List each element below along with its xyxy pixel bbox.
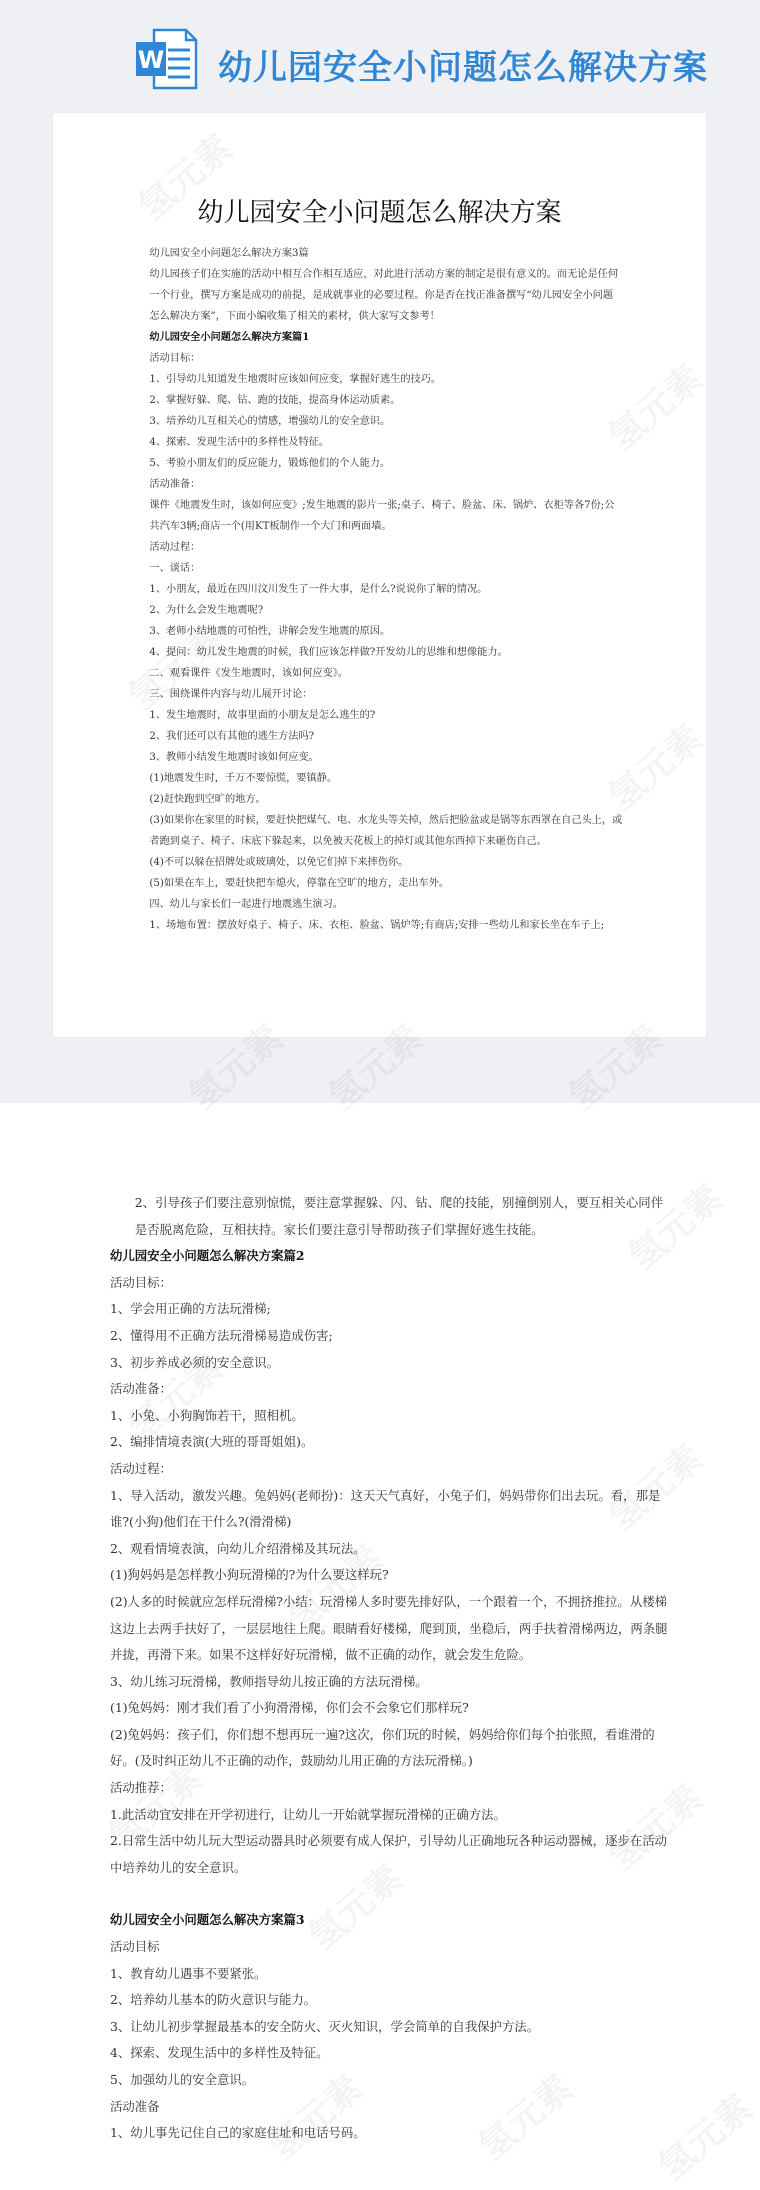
paragraph-line: 3、初步养成必须的安全意识。: [110, 1354, 279, 1370]
paragraph-line: (3)如果你在家里的时候，要赶快把煤气、电、水龙头等关掉，然后把脸盆或是锅等东西罩在自己头上，或者跑到桌子、椅子、床底下躲起来，以免被天花板上的掉灯或其他东西掉下来砸伤自己。: [149, 815, 623, 847]
paragraph-line: 1、发生地震时，故事里面的小朋友是怎么逃生的?: [149, 710, 376, 721]
paragraph-line: 活动过程：: [110, 1460, 172, 1476]
paragraph-line: (2)赶快跑到空旷的地方。: [149, 794, 266, 805]
paragraph-line: 5、考验小朋友们的反应能力，锻炼他们的个人能力。: [149, 458, 391, 469]
paragraph-line: 二、观看课件《发生地震时，该如何应变》。: [149, 668, 349, 679]
paragraph-line: 1、小兔、小狗胸饰若干，照相机。: [110, 1407, 304, 1423]
section-heading: 幼儿园安全小问题怎么解决方案篇1: [149, 331, 310, 343]
paragraph-line: 1、场地布置：摆放好桌子、椅子、床、衣柜、脸盆、锅炉等;有商店;安排一些幼儿和家长坐在车子上;: [149, 920, 605, 931]
section-heading: 幼儿园安全小问题怎么解决方案篇2: [110, 1248, 305, 1264]
section-heading: 幼儿园安全小问题怎么解决方案篇3: [110, 1912, 305, 1928]
paragraph-line: 活动过程：: [149, 542, 201, 553]
paragraph-line: 1.此活动宜安排在开学初进行，让幼儿一开始就掌握玩滑梯的正确方法。: [110, 1806, 506, 1822]
paragraph-line: (5)如果在车上，要赶快把车熄火，停靠在空旷的地方，走出车外。: [149, 878, 450, 889]
paragraph-line: (2)人多的时候就应怎样玩滑梯?小结：玩滑梯人多时要先排好队，一个跟着一个，不拥挤推拉。从楼梯这边上去两手扶好了，一层层地往上爬。眼睛看好楼梯，爬到顶，坐稳后，两手扶着滑梯两边，两条腿并拢，再滑下来。如果不这样好好玩滑梯，做不正确的动作，就会发生危险。: [110, 1593, 668, 1663]
paragraph-line: 1、教育幼儿遇事不要紧张。: [110, 1965, 267, 1981]
paragraph-line: (4)不可以躲在招牌处或玻璃处，以免它们掉下来摔伤你。: [149, 857, 409, 868]
paragraph-line: 活动目标：: [110, 1274, 172, 1290]
paragraph-line: 一、谈话：: [149, 563, 201, 574]
paragraph-line: 2、为什么会发生地震呢?: [149, 605, 264, 616]
paragraph-line: 2.日常生活中幼儿玩大型运动器具时必须要有成人保护，引导幼儿正确地玩各种运动器械，逐步在活动中培养幼儿的安全意识。: [110, 1833, 668, 1875]
paragraph-line: 1、幼儿事先记住自己的家庭住址和电话号码。: [110, 2125, 366, 2141]
banner-title: 幼儿园安全小问题怎么解决方案: [218, 48, 708, 88]
paragraph-line: 5、加强幼儿的安全意识。: [110, 2072, 255, 2087]
paragraph-line: (1)狗妈妈是怎样教小狗玩滑梯的?为什么要这样玩?: [110, 1567, 389, 1583]
paragraph-line: 2、懂得用不正确方法玩滑梯易造成伤害;: [110, 1327, 333, 1343]
paragraph-line: 3、老师小结地震的可怕性，讲解会发生地震的原因。: [149, 626, 391, 637]
paragraph-line: 1、小朋友，最近在四川汶川发生了一件大事，是什么?说说你了解的情况。: [149, 584, 488, 595]
paragraph-line: (1)地震发生时，千万不要惊慌，要镇静。: [149, 773, 338, 784]
paragraph-line: 幼儿园安全小问题怎么解决方案3篇: [149, 248, 309, 259]
paragraph-line: 3、培养幼儿互相关心的情感，增强幼儿的安全意识。: [149, 416, 391, 427]
paragraph-line: 活动目标：: [149, 353, 201, 364]
paragraph-line: 2、编排情境表演(大班的哥哥姐姐)。: [110, 1434, 314, 1450]
paragraph-line: 课件《地震发生时，该如何应变》;发生地震的影片一张;桌子、椅子、脸盆、床、锅炉、衣柜等各7份;公共汽车3辆;商店一个(用KT板制作一个大门和两面墙。: [149, 500, 615, 532]
document-page-1: [53, 113, 706, 1037]
logo-letter: W: [137, 46, 165, 74]
document-title: 幼儿园安全小问题怎么解决方案: [197, 198, 562, 228]
paragraph-line: 1、导入活动，激发兴趣。兔妈妈(老师扮)：这天天气真好，小兔子们，妈妈带你们出去玩。看，那是谁?(小狗)他们在干什么?(滑滑梯): [110, 1487, 661, 1530]
banner: [0, 0, 760, 112]
paragraph-line: 3、幼儿练习玩滑梯，教师指导幼儿按正确的方法玩滑梯。: [110, 1673, 428, 1689]
paragraph-line: 三、围绕课件内容与幼儿展开讨论：: [149, 689, 313, 700]
paragraph-line: 4、探索、发现生活中的多样性及特征。: [149, 437, 330, 448]
word-document-icon: [134, 28, 198, 90]
paragraph-line: 1、学会用正确的方法玩滑梯;: [110, 1301, 271, 1317]
paragraph-line: 3、让幼儿初步掌握最基本的安全防火、灭火知识，学会简单的自我保护方法。: [110, 2018, 540, 2034]
paragraph-line: (1)兔妈妈：刚才我们看了小狗滑滑梯，你们会不会象它们那样玩?: [110, 1700, 469, 1716]
spacer: [110, 1881, 670, 1907]
paragraph-line: 四、幼儿与家长们一起进行地震逃生演习。: [149, 899, 343, 910]
page-2-body: [110, 1190, 670, 2147]
paragraph-line: (2)兔妈妈：孩子们，你们想不想再玩一遍?这次，你们玩的时候，妈妈给你们每个拍张照，看谁滑的好。(及时纠正幼儿不正确的动作，鼓励幼儿用正确的方法玩滑梯。): [110, 1726, 655, 1769]
paragraph-line: 活动目标: [110, 1939, 160, 1955]
paragraph-line: 4、提问：幼儿发生地震的时候，我们应该怎样做?开发幼儿的思维和想像能力。: [149, 647, 508, 658]
page-1-body: [129, 243, 623, 936]
paragraph-line: 活动准备：: [149, 479, 201, 490]
paragraph-line: 幼儿园孩子们在实施的活动中相互合作相互适应，对此进行活动方案的制定是很有意义的。而无论是任何一个行业，撰写方案是成功的前提，是成就事业的必要过程。你是否在找正准备撰写“幼儿园安全小问题怎么解决方案”，下面小编收集了相关的素材，供大家写文参考！: [149, 269, 619, 322]
paragraph-line: 4、探索、发现生活中的多样性及特征。: [110, 2045, 329, 2061]
paragraph-line: 2、掌握好躲、爬、钻、跑的技能，提高身体运动质素。: [149, 395, 401, 406]
paragraph-line: 2、观看情境表演，向幼儿介绍滑梯及其玩法。: [110, 1540, 366, 1556]
paragraph-line: 3、教师小结发生地震时该如何应变。: [149, 752, 319, 763]
paragraph-line: 活动准备：: [110, 1381, 172, 1397]
paragraph-line: 2、引导孩子们要注意别惊慌，要注意掌握躲、闪、钻、爬的技能，别撞倒别人，要互相关心同伴是否脱离危险，互相扶持。家长们要注意引导帮助孩子们掌握好逃生技能。: [134, 1195, 664, 1237]
paragraph-line: 2、培养幼儿基本的防火意识与能力。: [110, 1992, 317, 2008]
paragraph-line: 1、引导幼儿知道发生地震时应该如何应变，掌握好逃生的技巧。: [149, 374, 442, 385]
paragraph-line: 活动推荐：: [110, 1780, 172, 1796]
paragraph-line: 2、我们还可以有其他的逃生方法吗?: [149, 731, 315, 742]
paragraph-line: 活动准备: [110, 2098, 160, 2114]
